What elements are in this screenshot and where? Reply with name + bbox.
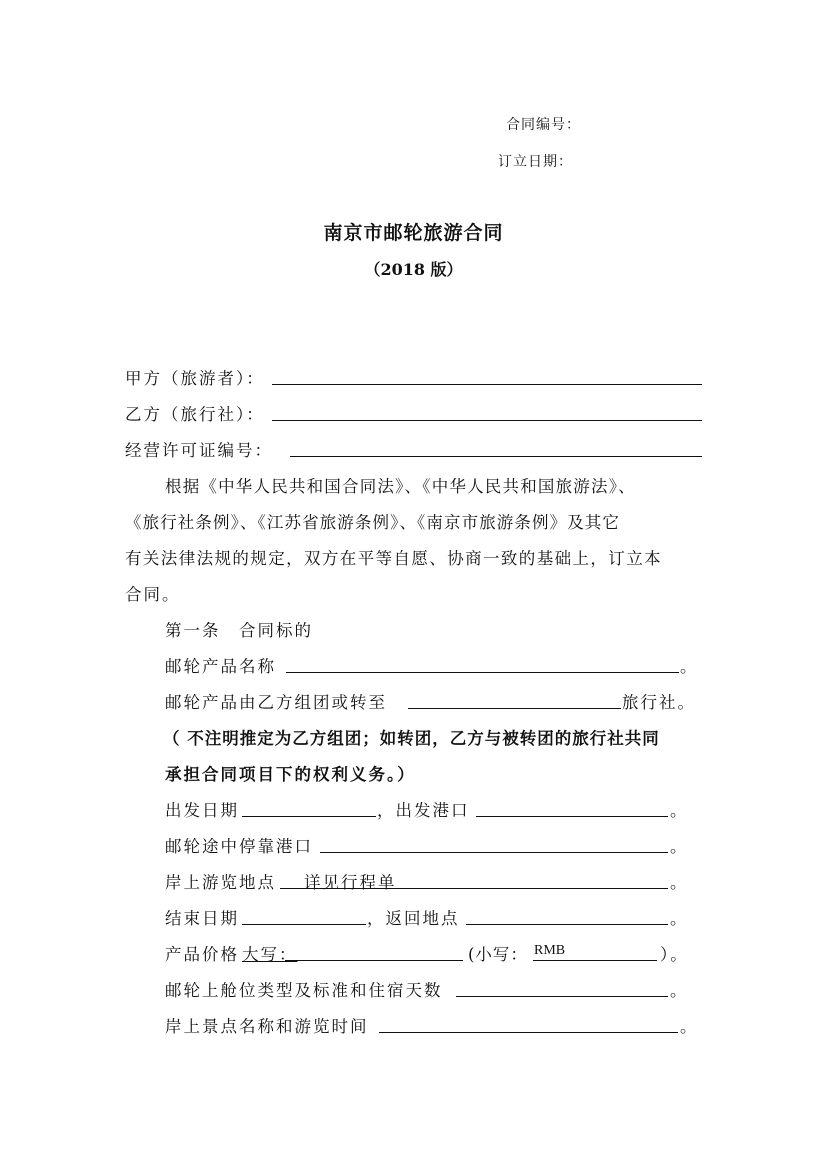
shore-location-label: 岸上游览地点 (165, 873, 276, 892)
party-a-field[interactable] (272, 384, 702, 385)
product-name-field[interactable] (286, 672, 679, 673)
stop-port-end: 。 (670, 837, 689, 856)
departure-port-label: ，出发港口 (377, 801, 470, 820)
sign-date-label: 订立日期： (498, 154, 573, 170)
group-suffix: 旅行社。 (622, 693, 696, 712)
price-label: 产品价格 (165, 945, 239, 964)
preamble-line-2: 《旅行社条例》、《江苏省旅游条例》、《南京市旅游条例》及其它 (125, 513, 620, 532)
product-name-end: 。 (680, 657, 699, 676)
departure-end: 。 (670, 801, 689, 820)
departure-date-field[interactable] (242, 816, 376, 817)
preamble-line-3: 有关法律法规的规定，双方在平等自愿、协商一致的基础上，订立本 (125, 549, 662, 568)
transfer-agency-field[interactable] (408, 708, 621, 709)
departure-port-field[interactable] (476, 816, 668, 817)
transfer-note-line-2: 承担合同项目下的权利义务。） (165, 765, 416, 784)
shore-location-end: 。 (670, 873, 689, 892)
cabin-label: 邮轮上舱位类型及标准和住宿天数 (165, 981, 443, 1000)
article-1-heading: 第一条 合同标的 (165, 621, 313, 640)
scenic-end: 。 (680, 1017, 699, 1036)
price-upper-label: 大写： (242, 945, 298, 964)
preamble-line-4: 合同。 (125, 585, 181, 604)
departure-date-label: 出发日期 (165, 801, 239, 820)
group-label: 邮轮产品由乙方组团或转至 (165, 693, 387, 712)
price-lower-close: ）。 (660, 945, 689, 964)
party-b-label: 乙方（旅行社）： (125, 405, 265, 424)
party-a-label: 甲方（旅游者）： (125, 369, 265, 388)
price-currency: RMB (534, 943, 566, 958)
preamble-line-1: 根据《中华人民共和国合同法》、《中华人民共和国旅游法》、 (165, 477, 636, 496)
cabin-field[interactable] (456, 996, 668, 997)
product-name-label: 邮轮产品名称 (165, 657, 276, 676)
return-place-end: 。 (670, 909, 689, 928)
stop-port-field[interactable] (320, 852, 668, 853)
cabin-end: 。 (670, 981, 689, 1000)
end-date-label: 结束日期 (165, 909, 239, 928)
contract-number-label: 合同编号： (506, 117, 581, 133)
scenic-field[interactable] (379, 1032, 678, 1033)
stop-port-label: 邮轮途中停靠港口 (165, 837, 313, 856)
license-number-label: 经营许可证编号： (125, 441, 273, 460)
license-number-field[interactable] (290, 456, 702, 457)
price-lower-field[interactable] (533, 960, 657, 961)
shore-location-value: 详见行程单 (304, 873, 397, 892)
scenic-label: 岸上景点名称和游览时间 (165, 1017, 369, 1036)
end-date-field[interactable] (242, 924, 366, 925)
return-place-label: ，返回地点 (367, 909, 460, 928)
document-edition: （2018 版） (364, 260, 463, 279)
party-b-field[interactable] (272, 420, 702, 421)
document-title: 南京市邮轮旅游合同 (323, 222, 504, 244)
price-lower-open: (小写： (468, 945, 528, 964)
return-place-field[interactable] (466, 924, 668, 925)
price-upper-field[interactable] (285, 960, 463, 961)
transfer-note-line-1: （ 不注明推定为乙方组团；如转团，乙方与被转团的旅行社共同 (163, 729, 660, 748)
